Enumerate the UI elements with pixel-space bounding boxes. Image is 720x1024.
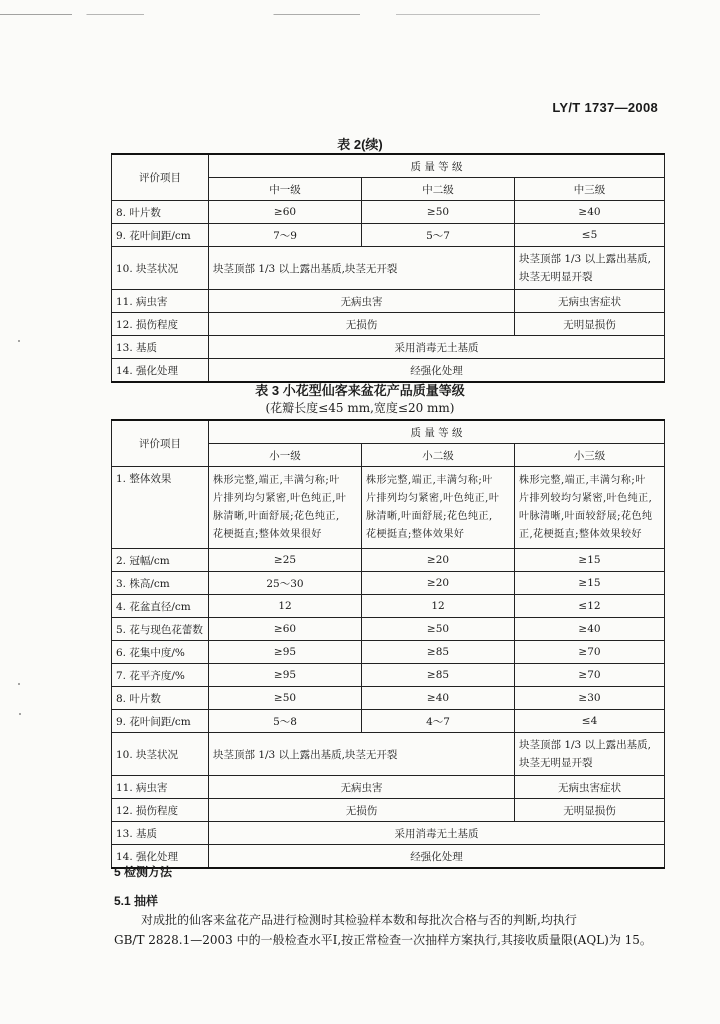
cell-line: 片排列均匀紧密,叶色纯正,叶 bbox=[366, 492, 500, 504]
row-item: 5. 花与现色花蕾数 bbox=[112, 618, 209, 641]
cell-value: ≥40 bbox=[515, 201, 665, 224]
cell-line: 株形完整,端正,丰满匀称;叶 bbox=[366, 474, 493, 486]
table-row bbox=[112, 224, 665, 247]
cell-value: 5～7 bbox=[362, 224, 515, 247]
cell-value: 块茎顶部 1/3 以上露出基质,块茎无开裂 bbox=[209, 247, 515, 290]
row-item: 9. 花叶间距/cm bbox=[112, 710, 209, 733]
table-row bbox=[112, 290, 665, 313]
subsection-heading: 5.1 抽样 bbox=[114, 894, 159, 908]
row-item: 9. 花叶间距/cm bbox=[112, 224, 209, 247]
cell-value: ≥70 bbox=[515, 641, 665, 664]
cell-value: ≤12 bbox=[515, 595, 665, 618]
cell-value: 经强化处理 bbox=[209, 845, 665, 869]
cell-value: 25～30 bbox=[209, 572, 362, 595]
cell-value: 无明显损伤 bbox=[515, 799, 665, 822]
section-heading: 5 检测方法 bbox=[114, 865, 173, 879]
table-row bbox=[112, 641, 665, 664]
cell-value: 块茎顶部 1/3 以上露出基质, bbox=[519, 739, 651, 751]
table-row bbox=[112, 799, 665, 822]
cell-value: ≥50 bbox=[362, 618, 515, 641]
table-row bbox=[112, 618, 665, 641]
cell-line: 花梗挺直;整体效果很好 bbox=[213, 528, 322, 540]
row-item: 10. 块茎状况 bbox=[112, 733, 209, 776]
cell-value: ≥40 bbox=[362, 687, 515, 710]
cell-line: 片排列较均匀紧密,叶色纯正, bbox=[519, 492, 653, 504]
scan-speck bbox=[18, 683, 20, 685]
cell-value: 无病虫害 bbox=[209, 776, 515, 799]
cell-value: 采用消毒无土基质 bbox=[209, 336, 665, 359]
table-row bbox=[112, 336, 665, 359]
cell-value: 块茎无明显开裂 bbox=[519, 271, 593, 283]
cell-line: 株形完整,端正,丰满匀称;叶 bbox=[519, 474, 646, 486]
table2-caption: 表 2(续) bbox=[337, 137, 383, 152]
table-row bbox=[112, 822, 665, 845]
cell-value: ≥25 bbox=[209, 549, 362, 572]
cell-line: 脉清晰,叶面舒展;花色纯正, bbox=[366, 510, 493, 522]
cell-value: ≥70 bbox=[515, 664, 665, 687]
table-row bbox=[112, 845, 665, 869]
cell-value: 块茎顶部 1/3 以上露出基质, bbox=[519, 253, 651, 265]
cell-value: ≥50 bbox=[209, 687, 362, 710]
table2 bbox=[111, 153, 665, 383]
cell-value: ≥85 bbox=[362, 664, 515, 687]
cell-value: 无病虫害症状 bbox=[515, 776, 665, 799]
paragraph-line: GB/T 2828.1—2003 中的一般检查水平Ⅰ,按正常检查一次抽样方案执行,其接收质量限(AQL)为 15。 bbox=[114, 933, 652, 947]
row-item: 11. 病虫害 bbox=[112, 290, 209, 313]
row-item: 12. 损伤程度 bbox=[112, 799, 209, 822]
table-row bbox=[112, 467, 665, 549]
row-item: 1. 整体效果 bbox=[112, 467, 209, 549]
table-row bbox=[112, 247, 665, 290]
cell-value: 经强化处理 bbox=[209, 359, 665, 383]
cell-value: 无病虫害 bbox=[209, 290, 515, 313]
cell-value: ≥20 bbox=[362, 572, 515, 595]
grade-header: 中三级 bbox=[515, 178, 665, 201]
row-item: 7. 花平齐度/% bbox=[112, 664, 209, 687]
grade-header: 中二级 bbox=[362, 178, 515, 201]
row-item: 14. 强化处理 bbox=[112, 845, 209, 869]
cell-value: 12 bbox=[209, 595, 362, 618]
row-item: 13. 基质 bbox=[112, 822, 209, 845]
cell-value: ≥95 bbox=[209, 664, 362, 687]
row-item: 10. 块茎状况 bbox=[112, 247, 209, 290]
cell-line: 片排列均匀紧密,叶色纯正,叶 bbox=[213, 492, 347, 504]
cell-value: ≤4 bbox=[515, 710, 665, 733]
cell-value: 无损伤 bbox=[209, 799, 515, 822]
row-item: 11. 病虫害 bbox=[112, 776, 209, 799]
cell-value: 块茎无明显开裂 bbox=[519, 757, 593, 769]
table-row bbox=[112, 733, 665, 776]
table-row bbox=[112, 710, 665, 733]
row-item: 14. 强化处理 bbox=[112, 359, 209, 383]
col-item-header: 评价项目 bbox=[112, 420, 209, 467]
table-row bbox=[112, 664, 665, 687]
cell-value: ≥60 bbox=[209, 618, 362, 641]
cell-value: ≥15 bbox=[515, 572, 665, 595]
cell-value: ≥40 bbox=[515, 618, 665, 641]
row-item: 13. 基质 bbox=[112, 336, 209, 359]
table3-subcaption: (花瓣长度≤45 mm,宽度≤20 mm) bbox=[265, 401, 455, 415]
table3-caption: 表 3 小花型仙客来盆花产品质量等级 bbox=[255, 383, 465, 398]
table-row bbox=[112, 776, 665, 799]
cell-value: 无明显损伤 bbox=[515, 313, 665, 336]
table-row bbox=[112, 595, 665, 618]
table-row bbox=[112, 687, 665, 710]
cell-line: 叶脉清晰,叶面较舒展;花色纯 bbox=[519, 510, 653, 522]
grade-header: 小三级 bbox=[515, 444, 665, 467]
cell-line: 正,花梗挺直;整体效果较好 bbox=[519, 528, 643, 540]
cell-value: ≥50 bbox=[362, 201, 515, 224]
cell-line: 脉清晰,叶面舒展;花色纯正, bbox=[213, 510, 340, 522]
row-item: 4. 花盆直径/cm bbox=[112, 595, 209, 618]
table3 bbox=[111, 419, 665, 869]
cell-value: ≥95 bbox=[209, 641, 362, 664]
cell-value: 7～9 bbox=[209, 224, 362, 247]
cell-value: ≥15 bbox=[515, 549, 665, 572]
cell-value: 12 bbox=[362, 595, 515, 618]
cell-value: 无损伤 bbox=[209, 313, 515, 336]
grade-header: 小一级 bbox=[209, 444, 362, 467]
row-item: 8. 叶片数 bbox=[112, 687, 209, 710]
table-row bbox=[112, 313, 665, 336]
cell-value: 无病虫害症状 bbox=[515, 290, 665, 313]
quality-grade-header: 质 量 等 级 bbox=[209, 154, 665, 178]
cell-value: 5～8 bbox=[209, 710, 362, 733]
grade-header: 小二级 bbox=[362, 444, 515, 467]
scan-top-line bbox=[0, 14, 720, 15]
paragraph-line: 对成批的仙客来盆花产品进行检测时其检验样本数和每批次合格与否的判断,均执行 bbox=[141, 913, 577, 927]
col-item-header: 评价项目 bbox=[112, 154, 209, 201]
row-item: 3. 株高/cm bbox=[112, 572, 209, 595]
table-row bbox=[112, 201, 665, 224]
cell-value: ≥60 bbox=[209, 201, 362, 224]
scan-speck bbox=[19, 713, 21, 715]
cell-value: ≤5 bbox=[515, 224, 665, 247]
cell-line: 株形完整,端正,丰满匀称;叶 bbox=[213, 474, 340, 486]
row-item: 6. 花集中度/% bbox=[112, 641, 209, 664]
cell-value: ≥20 bbox=[362, 549, 515, 572]
table-row bbox=[112, 549, 665, 572]
standard-code: LY/T 1737—2008 bbox=[552, 100, 658, 115]
cell-value: 采用消毒无土基质 bbox=[209, 822, 665, 845]
grade-header: 中一级 bbox=[209, 178, 362, 201]
row-item: 8. 叶片数 bbox=[112, 201, 209, 224]
scan-speck bbox=[18, 340, 20, 342]
row-item: 12. 损伤程度 bbox=[112, 313, 209, 336]
cell-value: ≥85 bbox=[362, 641, 515, 664]
cell-value: ≥30 bbox=[515, 687, 665, 710]
cell-value: 4～7 bbox=[362, 710, 515, 733]
cell-line: 花梗挺直;整体效果好 bbox=[366, 528, 465, 540]
table-row bbox=[112, 359, 665, 383]
row-item: 2. 冠幅/cm bbox=[112, 549, 209, 572]
cell-value: 块茎顶部 1/3 以上露出基质,块茎无开裂 bbox=[209, 733, 515, 776]
table-row bbox=[112, 572, 665, 595]
quality-grade-header: 质 量 等 级 bbox=[209, 420, 665, 444]
